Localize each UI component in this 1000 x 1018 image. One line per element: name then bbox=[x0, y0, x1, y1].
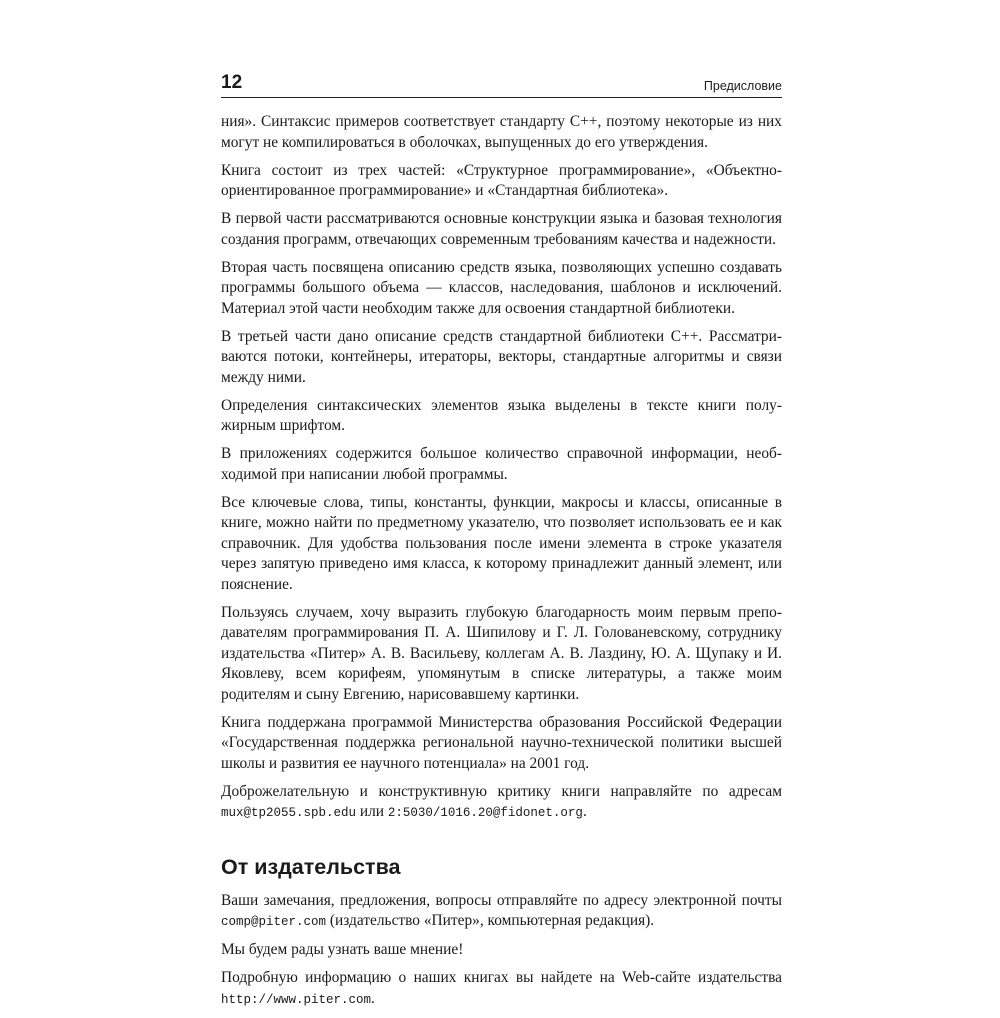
feedback-end: . bbox=[582, 803, 587, 820]
paragraph: ния». Синтаксис примеров соответствует стандарту C++, поэтому некоторые из них могут не компилироваться в оболочках, выпущенных до его утверждения. bbox=[221, 113, 782, 151]
page-number: 12 bbox=[221, 72, 243, 93]
paragraph: В первой части рассматриваются основные конструкции языка и базовая технология создания программ, отвечающих современным требованиям качества и надежности. bbox=[221, 210, 782, 248]
feedback-or: или bbox=[359, 803, 385, 820]
paragraph: Книга поддержана программой Министерства образования Российской Федерации «Государственная поддержка региональной научно-технической политики высшей школы и развития ее научного потенциала» на 2001 год. bbox=[221, 713, 782, 772]
publisher-text-3-end: . bbox=[371, 989, 375, 1007]
paragraph: В приложениях содержится большое количество справочной информации, необходимой при написании любой программы. bbox=[221, 445, 782, 483]
publisher-text-3: Подробную информацию о наших книгах вы найдете на Web-сайте издательства bbox=[221, 969, 782, 986]
paragraph: Книга состоит из трех частей: «Структурное программирование», «Объектно-ориентированное программирование» и «Стандартная библиотека». bbox=[221, 161, 782, 199]
publisher-text-1-end: (издательство «Питер», компьютерная редакция). bbox=[329, 912, 655, 929]
paragraph: Все ключевые слова, типы, константы, функции, макросы и классы, описанные в книге, можно найти по предметному указателю, что позволяет использовать ее и как справочник. Для удобства пользования после имени элемента в строке указателя через запятую приведено имя класса, к которому принадлежит данный элемент, или пояснение. bbox=[221, 493, 782, 593]
publisher-email[interactable]: comp@piter.com bbox=[221, 915, 327, 929]
paragraph: Определения синтаксических элементов языка выделены в тексте книги полужирным шрифтом. bbox=[221, 396, 782, 434]
publisher-paragraph-3 bbox=[221, 968, 782, 1010]
email-address-1[interactable]: mux@tp2055.spb.edu bbox=[221, 806, 357, 820]
body-text bbox=[221, 112, 782, 1010]
book-page bbox=[221, 66, 782, 1018]
feedback-text: Доброжелательную и конструктивную критику книги направляйте по адресам bbox=[221, 782, 782, 800]
paragraph: Вторая часть посвящена описанию средств языка, позволяющих успешно создавать программы большого объема — классов, наследования, шаблонов и исключений. Материал этой части необходим также для освоения стандартной библиотеки. bbox=[221, 258, 782, 317]
paragraph: В третьей части дано описание средств стандартной библиотеки C++. Рассматриваются потоки, контейнеры, итераторы, векторы, стандартные алгоритмы и связи между ними. bbox=[221, 327, 782, 386]
publisher-paragraph-1 bbox=[221, 891, 782, 933]
paragraph: Пользуясь случаем, хочу выразить глубокую благодарность моим первым преподавателям программирования П. А. Шипилову и Г. Л. Голованевскому, сотруднику издательства «Питер» А. В. Васильеву, коллегам А. В. Лаздину, Ю. А. Щупаку и И. Яковлеву, всем корифеям, упомянутым в списке литературы, а также моим родителям и сыну Евгению, нарисовавшему картинки. bbox=[221, 603, 782, 703]
publisher-paragraph-2: Мы будем рады узнать ваше мнение! bbox=[221, 941, 464, 958]
email-address-2[interactable]: 2:5030/1016.20@fidonet.org bbox=[387, 806, 583, 820]
publisher-heading: От издательства bbox=[221, 854, 401, 879]
publisher-website-link[interactable]: http://www.piter.com bbox=[221, 992, 372, 1007]
section-title: Предисловие bbox=[703, 79, 782, 93]
running-head bbox=[221, 66, 782, 98]
feedback-paragraph bbox=[221, 782, 782, 824]
publisher-text-1: Ваши замечания, предложения, вопросы отправляйте по адресу электронной почты bbox=[221, 891, 782, 909]
